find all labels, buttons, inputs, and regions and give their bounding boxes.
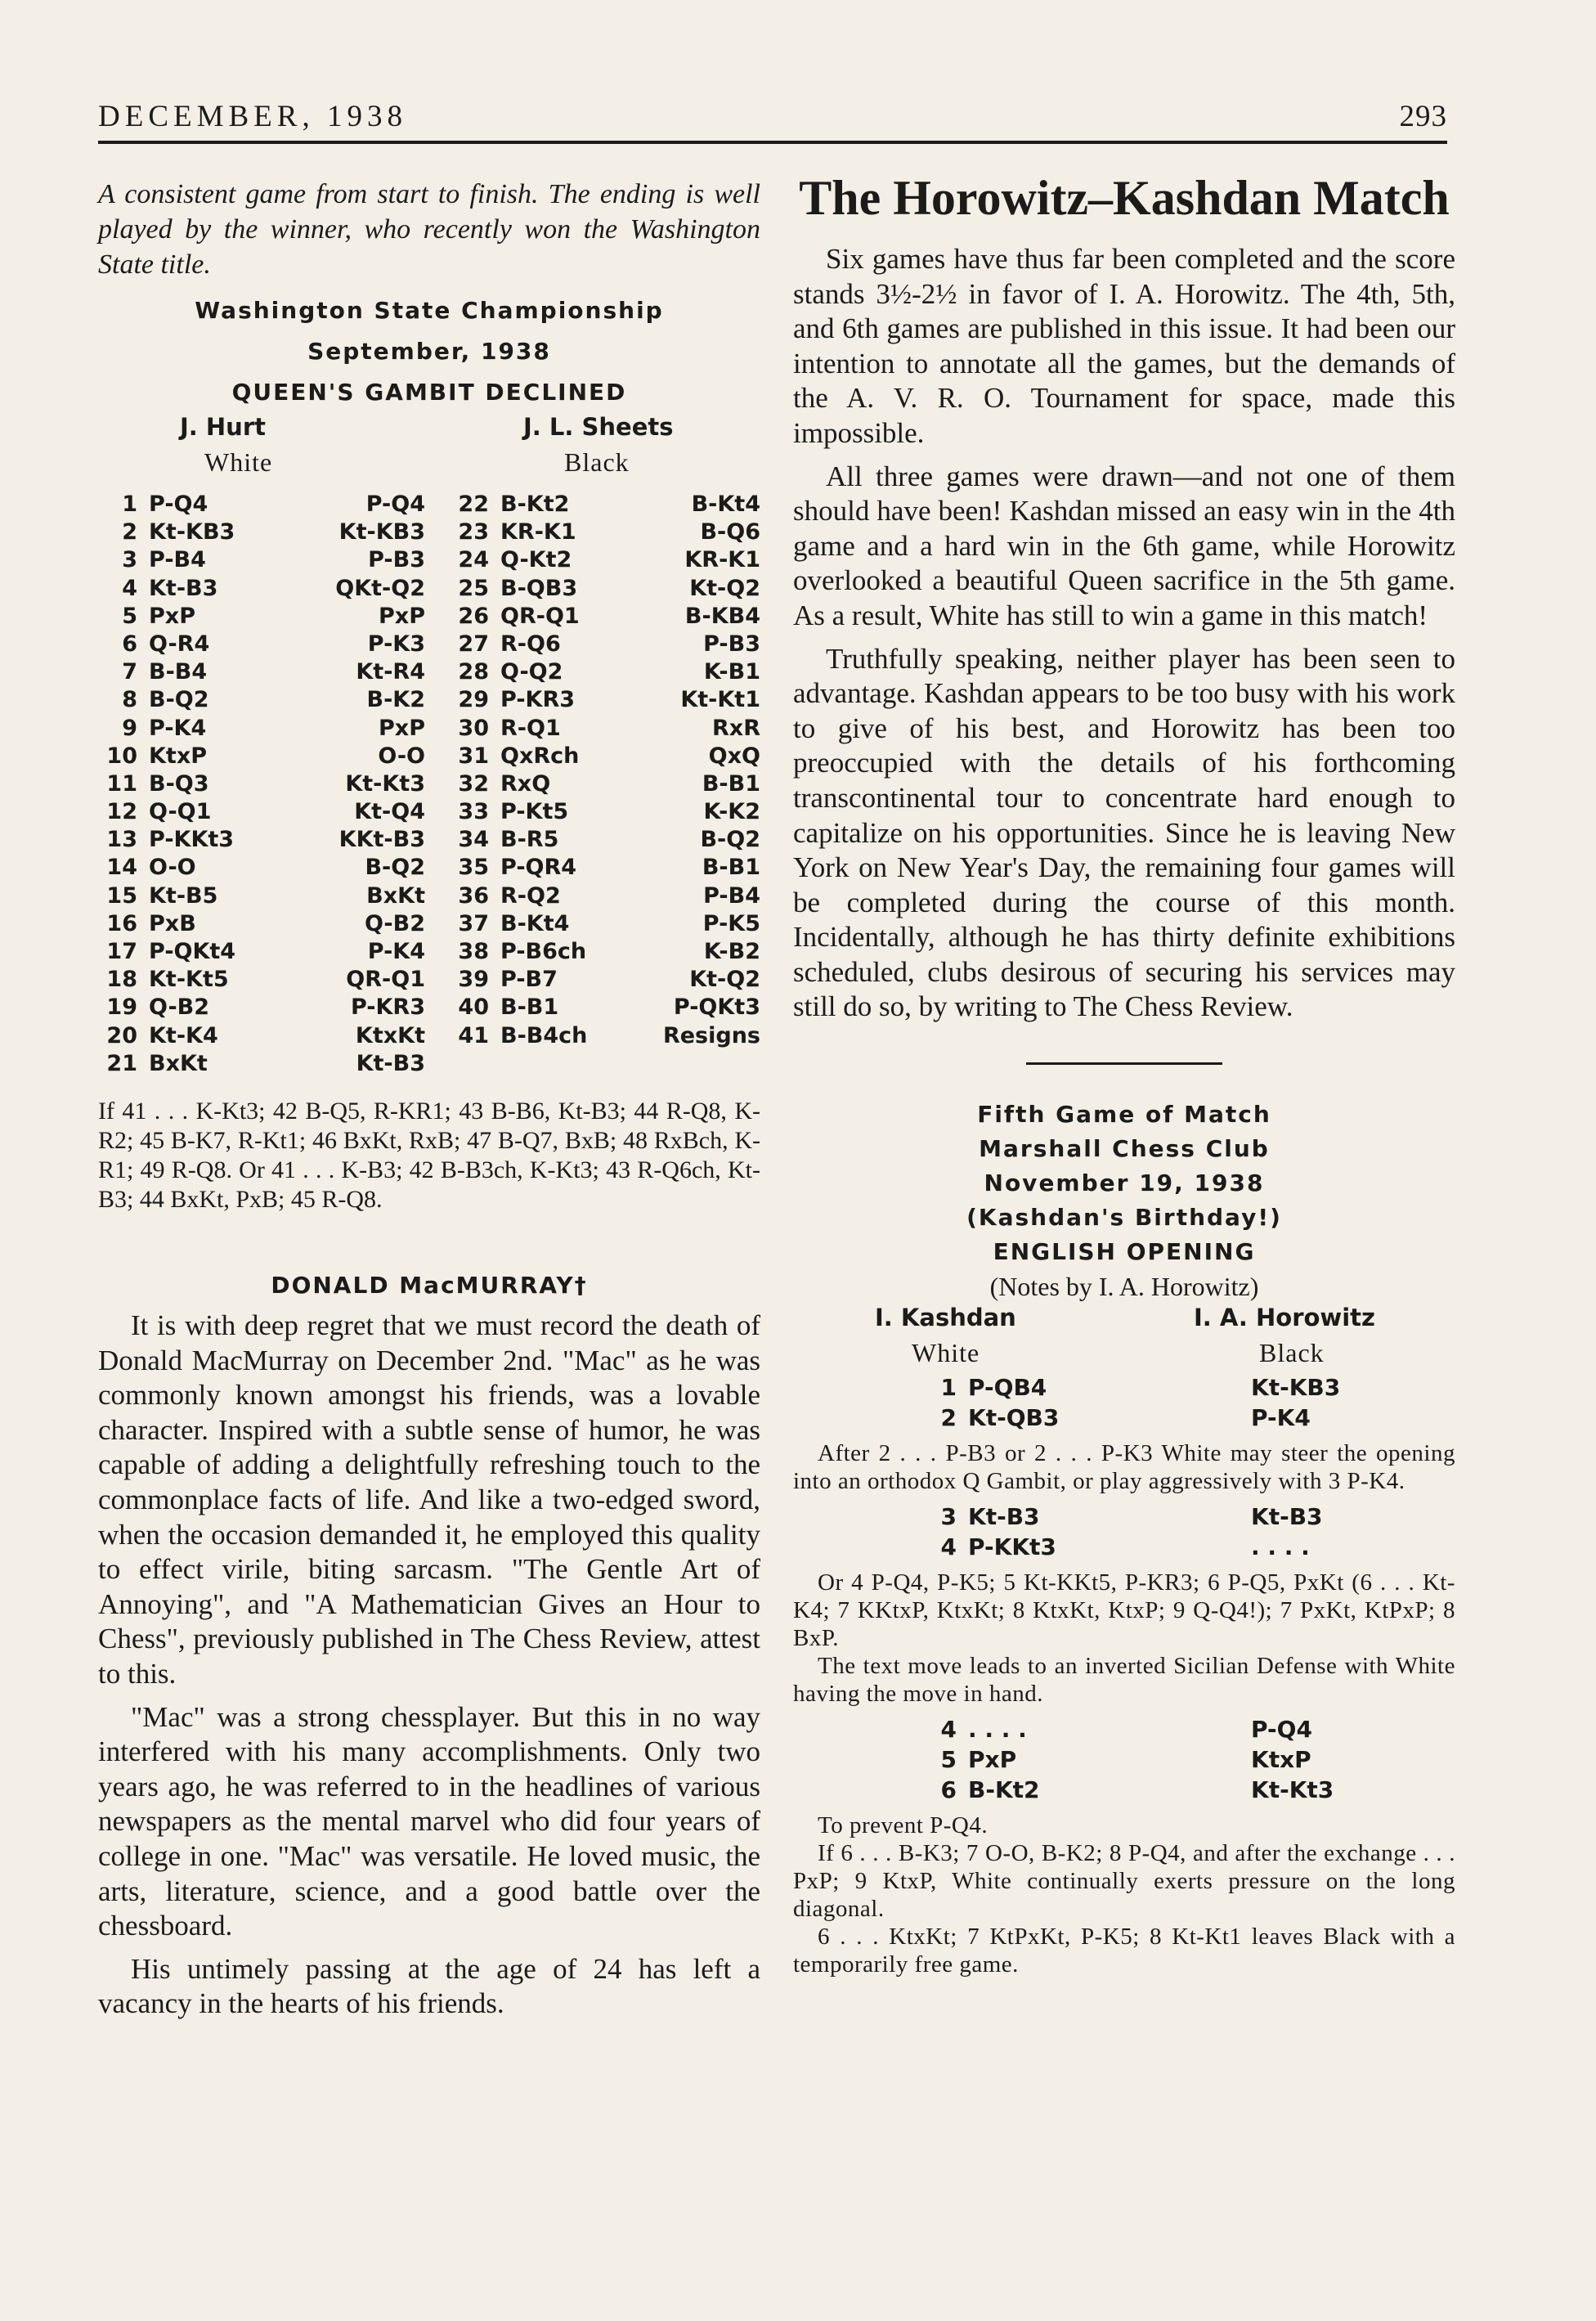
move-row bbox=[98, 492, 425, 519]
white-move: BxKt bbox=[149, 1050, 208, 1076]
move-number: 24 bbox=[458, 547, 489, 573]
move-row bbox=[98, 771, 425, 799]
variation-note: If 41 . . . K-Kt3; 42 B-Q5, R-KR1; 43 B-B6, Kt-B3; 44 R-Q8, K-R2; 45 B-K7, R-Kt1; 46 BxKt, RxB; 47 B-Q7, BxB; 48 RxBch, K-R1; 49 R-Q8. Or 41 . . . K-B3; 42 B-B3ch, K-Kt3; 43 R-Q6ch, Kt-B3; 44 BxKt, PxB; 45 R-Q8. bbox=[98, 1098, 760, 1213]
move-row bbox=[450, 716, 760, 743]
black-move: P-Q4 bbox=[365, 492, 425, 517]
move-number: 40 bbox=[458, 994, 489, 1021]
move-row bbox=[98, 687, 425, 715]
article-text bbox=[793, 242, 1455, 1025]
black-label: Black bbox=[1259, 1338, 1325, 1368]
black-move: Kt-Kt3 bbox=[345, 770, 425, 797]
move-row bbox=[793, 1746, 1455, 1776]
obituary-paragraph: "Mac" was a strong chessplayer. But this in no way interfered with his many accomplishments. Only two years ago, he was referred to in the headlines of various newspapers as the mental marvel who did four years of college in one. "Mac" was versatile. He loved music, the arts, literature, science, and a good battle over the chessboard. bbox=[98, 1700, 760, 1942]
move-number: 17 bbox=[106, 939, 137, 964]
white-move: P-Q4 bbox=[149, 492, 208, 517]
black-move: K-K2 bbox=[703, 799, 760, 825]
game-intro: A consistent game from start to finish. The ending is well played by the winner, who recently won the Washington State title. bbox=[98, 179, 760, 280]
move-number: 12 bbox=[106, 799, 137, 825]
move-number: 4 bbox=[940, 1716, 957, 1744]
move-number: 22 bbox=[458, 492, 489, 517]
move-number: 32 bbox=[458, 770, 489, 797]
black-move: P-K3 bbox=[367, 631, 425, 657]
move-row bbox=[793, 1533, 1455, 1564]
white-move: Kt-B5 bbox=[149, 882, 218, 909]
black-move: P-QKt3 bbox=[673, 994, 760, 1021]
white-move: QR-Q1 bbox=[500, 603, 580, 629]
move-row bbox=[793, 1503, 1455, 1533]
move-number: 21 bbox=[106, 1050, 137, 1076]
white-move: B-B4 bbox=[149, 659, 208, 685]
white-move: Kt-B3 bbox=[149, 575, 218, 601]
move-row bbox=[98, 576, 425, 604]
right-column bbox=[793, 172, 1455, 1987]
move-row bbox=[98, 799, 425, 827]
white-player: I. Kashdan bbox=[875, 1304, 1016, 1332]
game-players-header bbox=[793, 1304, 1455, 1374]
annotation bbox=[793, 1439, 1455, 1495]
black-move: Kt-Kt3 bbox=[1251, 1776, 1334, 1804]
move-number: 15 bbox=[106, 882, 137, 909]
black-move: QKt-Q2 bbox=[335, 575, 425, 601]
game-occasion: (Kashdan's Birthday!) bbox=[966, 1204, 1282, 1232]
move-row bbox=[450, 827, 760, 855]
move-row bbox=[793, 1776, 1455, 1807]
white-move: KR-K1 bbox=[500, 519, 576, 545]
white-move: Kt-K4 bbox=[149, 1022, 218, 1048]
article-paragraph: Six games have thus far been completed and the score stands 3½-2½ in favor of I. A. Horowitz. The 4th, 5th, and 6th games are published in this issue. It had been our intention to annotate all the games, but the demands of the A. V. R. O. Tournament for space, made this impossible. bbox=[793, 243, 1455, 449]
black-move: Kt-KB3 bbox=[338, 519, 425, 545]
white-move: P-QKt4 bbox=[149, 939, 236, 964]
white-move: P-KKt3 bbox=[968, 1533, 1056, 1561]
white-move: P-B7 bbox=[500, 967, 558, 993]
black-move: QR-Q1 bbox=[346, 967, 425, 993]
move-number: 19 bbox=[106, 994, 137, 1021]
move-row bbox=[98, 1023, 425, 1051]
black-move: KtxP bbox=[1251, 1746, 1311, 1774]
black-move: . . . . bbox=[1251, 1533, 1310, 1561]
move-number: 35 bbox=[458, 855, 489, 881]
move-number: 27 bbox=[458, 631, 489, 657]
move-number: 10 bbox=[106, 743, 137, 769]
black-move: P-KR3 bbox=[350, 994, 425, 1021]
black-move: P-B3 bbox=[368, 547, 425, 573]
move-number: 31 bbox=[458, 743, 489, 769]
move-number: 5 bbox=[122, 603, 137, 629]
move-number: 5 bbox=[940, 1746, 957, 1774]
left-column bbox=[98, 172, 760, 2030]
white-move: P-K4 bbox=[149, 715, 207, 741]
black-move: B-Q2 bbox=[700, 827, 760, 853]
white-move: R-Q6 bbox=[500, 631, 561, 657]
white-move: Q-B2 bbox=[149, 994, 210, 1021]
black-move: K-B1 bbox=[703, 659, 760, 685]
black-move: Kt-B3 bbox=[1251, 1503, 1323, 1531]
black-move: P-Q4 bbox=[1251, 1716, 1312, 1744]
white-move: P-KKt3 bbox=[149, 827, 235, 853]
move-number: 6 bbox=[940, 1776, 957, 1804]
white-player: J. Hurt bbox=[180, 413, 266, 441]
move-row bbox=[793, 1404, 1455, 1434]
white-move: Q-Q2 bbox=[500, 659, 563, 685]
white-move: P-Kt5 bbox=[500, 799, 569, 825]
move-row bbox=[98, 519, 425, 547]
black-move: B-Kt4 bbox=[691, 492, 760, 517]
white-move: PxP bbox=[968, 1746, 1017, 1774]
annotation-text: If 6 . . . B-K3; 7 O-O, B-K2; 8 P-Q4, and after the exchange . . . PxP; 9 KtxP, White continually exerts pressure on the long diagonal. bbox=[793, 1840, 1455, 1923]
white-move: R-Q1 bbox=[500, 715, 561, 741]
move-row bbox=[98, 1051, 425, 1079]
move-row bbox=[450, 687, 760, 715]
move-row bbox=[98, 911, 425, 939]
black-move: B-KB4 bbox=[684, 603, 760, 629]
white-move: Q-Kt2 bbox=[500, 547, 572, 573]
move-row bbox=[450, 967, 760, 994]
opening-name: QUEEN'S GAMBIT DECLINED bbox=[231, 379, 627, 406]
move-number: 33 bbox=[458, 799, 489, 825]
move-row bbox=[450, 799, 760, 827]
move-number: 36 bbox=[458, 882, 489, 909]
annotation bbox=[793, 1811, 1455, 1978]
move-row bbox=[450, 911, 760, 939]
black-move: Kt-Q2 bbox=[689, 575, 760, 601]
players-header bbox=[98, 413, 760, 492]
white-move: PxP bbox=[149, 603, 195, 629]
black-move: Kt-Q2 bbox=[689, 967, 760, 993]
white-move: P-KR3 bbox=[500, 687, 576, 713]
moves-column-1 bbox=[98, 492, 425, 1079]
move-row bbox=[450, 743, 760, 771]
section-divider bbox=[1026, 1062, 1222, 1065]
white-move: P-B4 bbox=[149, 547, 206, 573]
move-row bbox=[98, 659, 425, 687]
move-number: 2 bbox=[940, 1404, 957, 1432]
move-row bbox=[450, 883, 760, 911]
black-move: K-B2 bbox=[703, 939, 760, 964]
black-move: B-Q6 bbox=[700, 519, 760, 545]
white-move: B-B1 bbox=[500, 994, 559, 1021]
move-number: 8 bbox=[122, 687, 137, 713]
event-name: Washington State Championship bbox=[195, 297, 664, 324]
black-move: RxR bbox=[712, 715, 760, 741]
move-number: 30 bbox=[458, 715, 489, 741]
game-club: Marshall Chess Club bbox=[979, 1135, 1270, 1163]
move-number: 20 bbox=[106, 1022, 137, 1048]
black-move: P-K4 bbox=[1251, 1404, 1311, 1432]
move-row bbox=[98, 716, 425, 743]
move-number: 29 bbox=[458, 687, 489, 713]
white-move: Q-R4 bbox=[149, 631, 210, 657]
black-move: P-B4 bbox=[703, 882, 760, 909]
white-move: P-QB4 bbox=[968, 1374, 1047, 1402]
move-number: 4 bbox=[122, 575, 137, 601]
move-row bbox=[450, 939, 760, 967]
move-row bbox=[98, 743, 425, 771]
move-row bbox=[98, 547, 425, 575]
black-move: B-K2 bbox=[366, 687, 425, 713]
move-number: 7 bbox=[122, 659, 137, 685]
game-moves-3 bbox=[793, 1716, 1455, 1807]
move-number: 4 bbox=[940, 1533, 957, 1561]
white-move: P-QR4 bbox=[500, 855, 577, 881]
move-number: 6 bbox=[122, 631, 137, 657]
obituary-title: DONALD MacMURRAY† bbox=[271, 1272, 588, 1299]
move-row bbox=[98, 994, 425, 1022]
black-move: QxQ bbox=[708, 743, 760, 769]
move-number: 13 bbox=[106, 827, 137, 853]
black-move: P-K5 bbox=[702, 910, 760, 936]
move-number: 38 bbox=[458, 939, 489, 964]
obituary-paragraph: His untimely passing at the age of 24 has left a vacancy in the hearts of his friends. bbox=[98, 1952, 760, 2020]
black-move: P-K4 bbox=[367, 939, 425, 964]
game-title: Fifth Game of Match bbox=[977, 1101, 1271, 1129]
move-number: 11 bbox=[106, 770, 137, 797]
running-head: DECEMBER, 1938 bbox=[98, 100, 407, 133]
move-number: 26 bbox=[458, 603, 489, 629]
move-row bbox=[450, 492, 760, 519]
move-number: 25 bbox=[458, 575, 489, 601]
move-number: 2 bbox=[122, 519, 137, 545]
move-number: 23 bbox=[458, 519, 489, 545]
black-move: Kt-KB3 bbox=[1251, 1374, 1341, 1402]
page-header bbox=[98, 100, 1447, 144]
move-row bbox=[98, 631, 425, 659]
move-row bbox=[98, 827, 425, 855]
white-move: B-QB3 bbox=[500, 575, 578, 601]
article-title: The Horowitz–Kashdan Match bbox=[799, 171, 1450, 225]
white-move: Kt-B3 bbox=[968, 1503, 1040, 1531]
move-row bbox=[450, 855, 760, 882]
obituary-paragraph: It is with deep regret that we must record the death of Donald MacMurray on December 2nd. "Mac" as he was commonly known amongst his friends, was a lovable character. Inspired with a subtle sense of humor, he was capable of adding a delightfully refreshing touch to the commonplace facts of life. And like a two-edged sword, when the occasion demanded it, he employed this quality to effect virile, biting sarcasm. "The Gentle Art of Annoying", and "A Mathematician Gives an Hour to Chess", previously published in The Chess Review, attest to this. bbox=[98, 1309, 760, 1690]
white-move: B-Kt2 bbox=[500, 492, 570, 517]
article-paragraph: All three games were drawn—and not one of them should have been! Kashdan missed an easy win in the 4th game and a hard win in the 6th game, while Horowitz overlooked a beautiful Queen sacrifice in the 5th game. As a result, White has still to win a game in this match! bbox=[793, 460, 1455, 631]
white-move: B-B4ch bbox=[500, 1022, 588, 1048]
annotation-text: After 2 . . . P-B3 or 2 . . . P-K3 White may steer the opening into an orthodox Q Gambit, or play aggressively with 3 P-K4. bbox=[793, 1440, 1455, 1495]
white-move: Kt-KB3 bbox=[149, 519, 235, 545]
game-moves-1 bbox=[793, 1374, 1455, 1434]
annotation bbox=[793, 1569, 1455, 1708]
black-player: J. L. Sheets bbox=[523, 413, 674, 441]
move-row bbox=[793, 1374, 1455, 1404]
black-move: P-B3 bbox=[703, 631, 760, 657]
move-row bbox=[98, 967, 425, 994]
move-row bbox=[450, 659, 760, 687]
black-player: I. A. Horowitz bbox=[1194, 1304, 1375, 1332]
move-row bbox=[450, 994, 760, 1022]
black-move: Kt-B3 bbox=[356, 1050, 425, 1076]
black-move: Resigns bbox=[662, 1022, 760, 1048]
move-number: 41 bbox=[458, 1022, 489, 1048]
white-move: PxB bbox=[149, 910, 196, 936]
white-label: White bbox=[912, 1338, 980, 1368]
move-number: 3 bbox=[122, 547, 137, 573]
page-number: 293 bbox=[1399, 100, 1447, 133]
move-table bbox=[98, 492, 760, 1082]
move-row bbox=[450, 631, 760, 659]
white-move: B-Kt4 bbox=[500, 910, 570, 936]
white-move: KtxP bbox=[149, 743, 208, 769]
move-number: 18 bbox=[106, 967, 137, 993]
black-move: PxP bbox=[379, 715, 425, 741]
game-opening: ENGLISH OPENING bbox=[993, 1238, 1256, 1266]
moves-column-2 bbox=[450, 492, 760, 1051]
white-label: White bbox=[204, 447, 273, 477]
black-move: Kt-Q4 bbox=[354, 799, 425, 825]
move-number: 39 bbox=[458, 967, 489, 993]
white-move: . . . . bbox=[968, 1716, 1027, 1744]
black-move: Kt-R4 bbox=[356, 659, 425, 685]
move-row bbox=[450, 604, 760, 631]
move-number: 16 bbox=[106, 910, 137, 936]
move-row bbox=[450, 771, 760, 799]
white-move: R-Q2 bbox=[500, 882, 561, 909]
white-move: Q-Q1 bbox=[149, 799, 212, 825]
white-move: QxRch bbox=[500, 743, 580, 769]
move-number: 34 bbox=[458, 827, 489, 853]
white-move: Kt-QB3 bbox=[968, 1404, 1060, 1432]
move-row bbox=[450, 576, 760, 604]
black-move: B-Q2 bbox=[365, 855, 425, 881]
move-row bbox=[98, 604, 425, 631]
black-label: Black bbox=[564, 447, 630, 477]
white-move: Kt-Kt5 bbox=[149, 967, 229, 993]
move-number: 14 bbox=[106, 855, 137, 881]
black-move: KR-K1 bbox=[684, 547, 760, 573]
black-move: O-O bbox=[378, 743, 425, 769]
notes-credit: (Notes by I. A. Horowitz) bbox=[989, 1272, 1259, 1302]
annotation-text: Or 4 P-Q4, P-K5; 5 Kt-KKt5, P-KR3; 6 P-Q5, PxKt (6 . . . Kt-K4; 7 KKtxP, KtxKt; 8 KtxKt, KtxP; 9 Q-Q4!); 7 PxKt, KtPxP; 8 BxP. bbox=[793, 1569, 1455, 1652]
article-paragraph: Truthfully speaking, neither player has been seen to advantage. Kashdan appears to be too busy with his work to give of his best, and Horowitz has been too preoccupied with the details of his forthcoming transcontinental tour to concentrate hard enough to capitalize on his opportunities. Since he is leaving New York on New Year's Day, the remaining four games will be completed during the course of this month. Incidentally, although he has thirty definite exhibitions scheduled, clubs desirous of securing his services may still do so, by writing to The Chess Review. bbox=[793, 642, 1455, 1023]
black-move: BxKt bbox=[366, 882, 425, 909]
move-number: 9 bbox=[122, 715, 137, 741]
black-move: PxP bbox=[379, 603, 425, 629]
black-move: KtxKt bbox=[355, 1022, 425, 1048]
white-move: B-Q2 bbox=[149, 687, 209, 713]
move-number: 28 bbox=[458, 659, 489, 685]
move-number: 37 bbox=[458, 910, 489, 936]
obituary-text bbox=[98, 1309, 760, 2022]
move-row bbox=[793, 1716, 1455, 1746]
black-move: Q-B2 bbox=[364, 910, 425, 936]
move-row bbox=[98, 883, 425, 911]
black-move: KKt-B3 bbox=[338, 827, 425, 853]
white-move: P-B6ch bbox=[500, 939, 587, 964]
move-row bbox=[450, 519, 760, 547]
white-move: B-R5 bbox=[500, 827, 559, 853]
annotation-text: The text move leads to an inverted Sicilian Defense with White having the move in hand. bbox=[793, 1653, 1455, 1708]
move-row bbox=[98, 855, 425, 882]
white-move: B-Q3 bbox=[149, 770, 209, 797]
move-number: 3 bbox=[940, 1503, 957, 1531]
game-date: November 19, 1938 bbox=[984, 1169, 1265, 1197]
white-move: RxQ bbox=[500, 770, 551, 797]
move-number: 1 bbox=[122, 492, 137, 517]
white-move: B-Kt2 bbox=[968, 1776, 1040, 1804]
move-row bbox=[98, 939, 425, 967]
black-move: B-B1 bbox=[702, 855, 760, 881]
move-row bbox=[450, 547, 760, 575]
white-move: O-O bbox=[149, 855, 196, 881]
game-moves-2 bbox=[793, 1503, 1455, 1564]
event-date: September, 1938 bbox=[307, 338, 551, 365]
black-move: Kt-Kt1 bbox=[680, 687, 760, 713]
move-number: 1 bbox=[940, 1374, 957, 1402]
annotation-text: To prevent P-Q4. bbox=[818, 1812, 989, 1839]
move-row bbox=[450, 1023, 760, 1051]
black-move: B-B1 bbox=[702, 770, 760, 797]
annotation-text: 6 . . . KtxKt; 7 KtPxKt, P-K5; 8 Kt-Kt1 leaves Black with a temporarily free game. bbox=[793, 1924, 1455, 1978]
